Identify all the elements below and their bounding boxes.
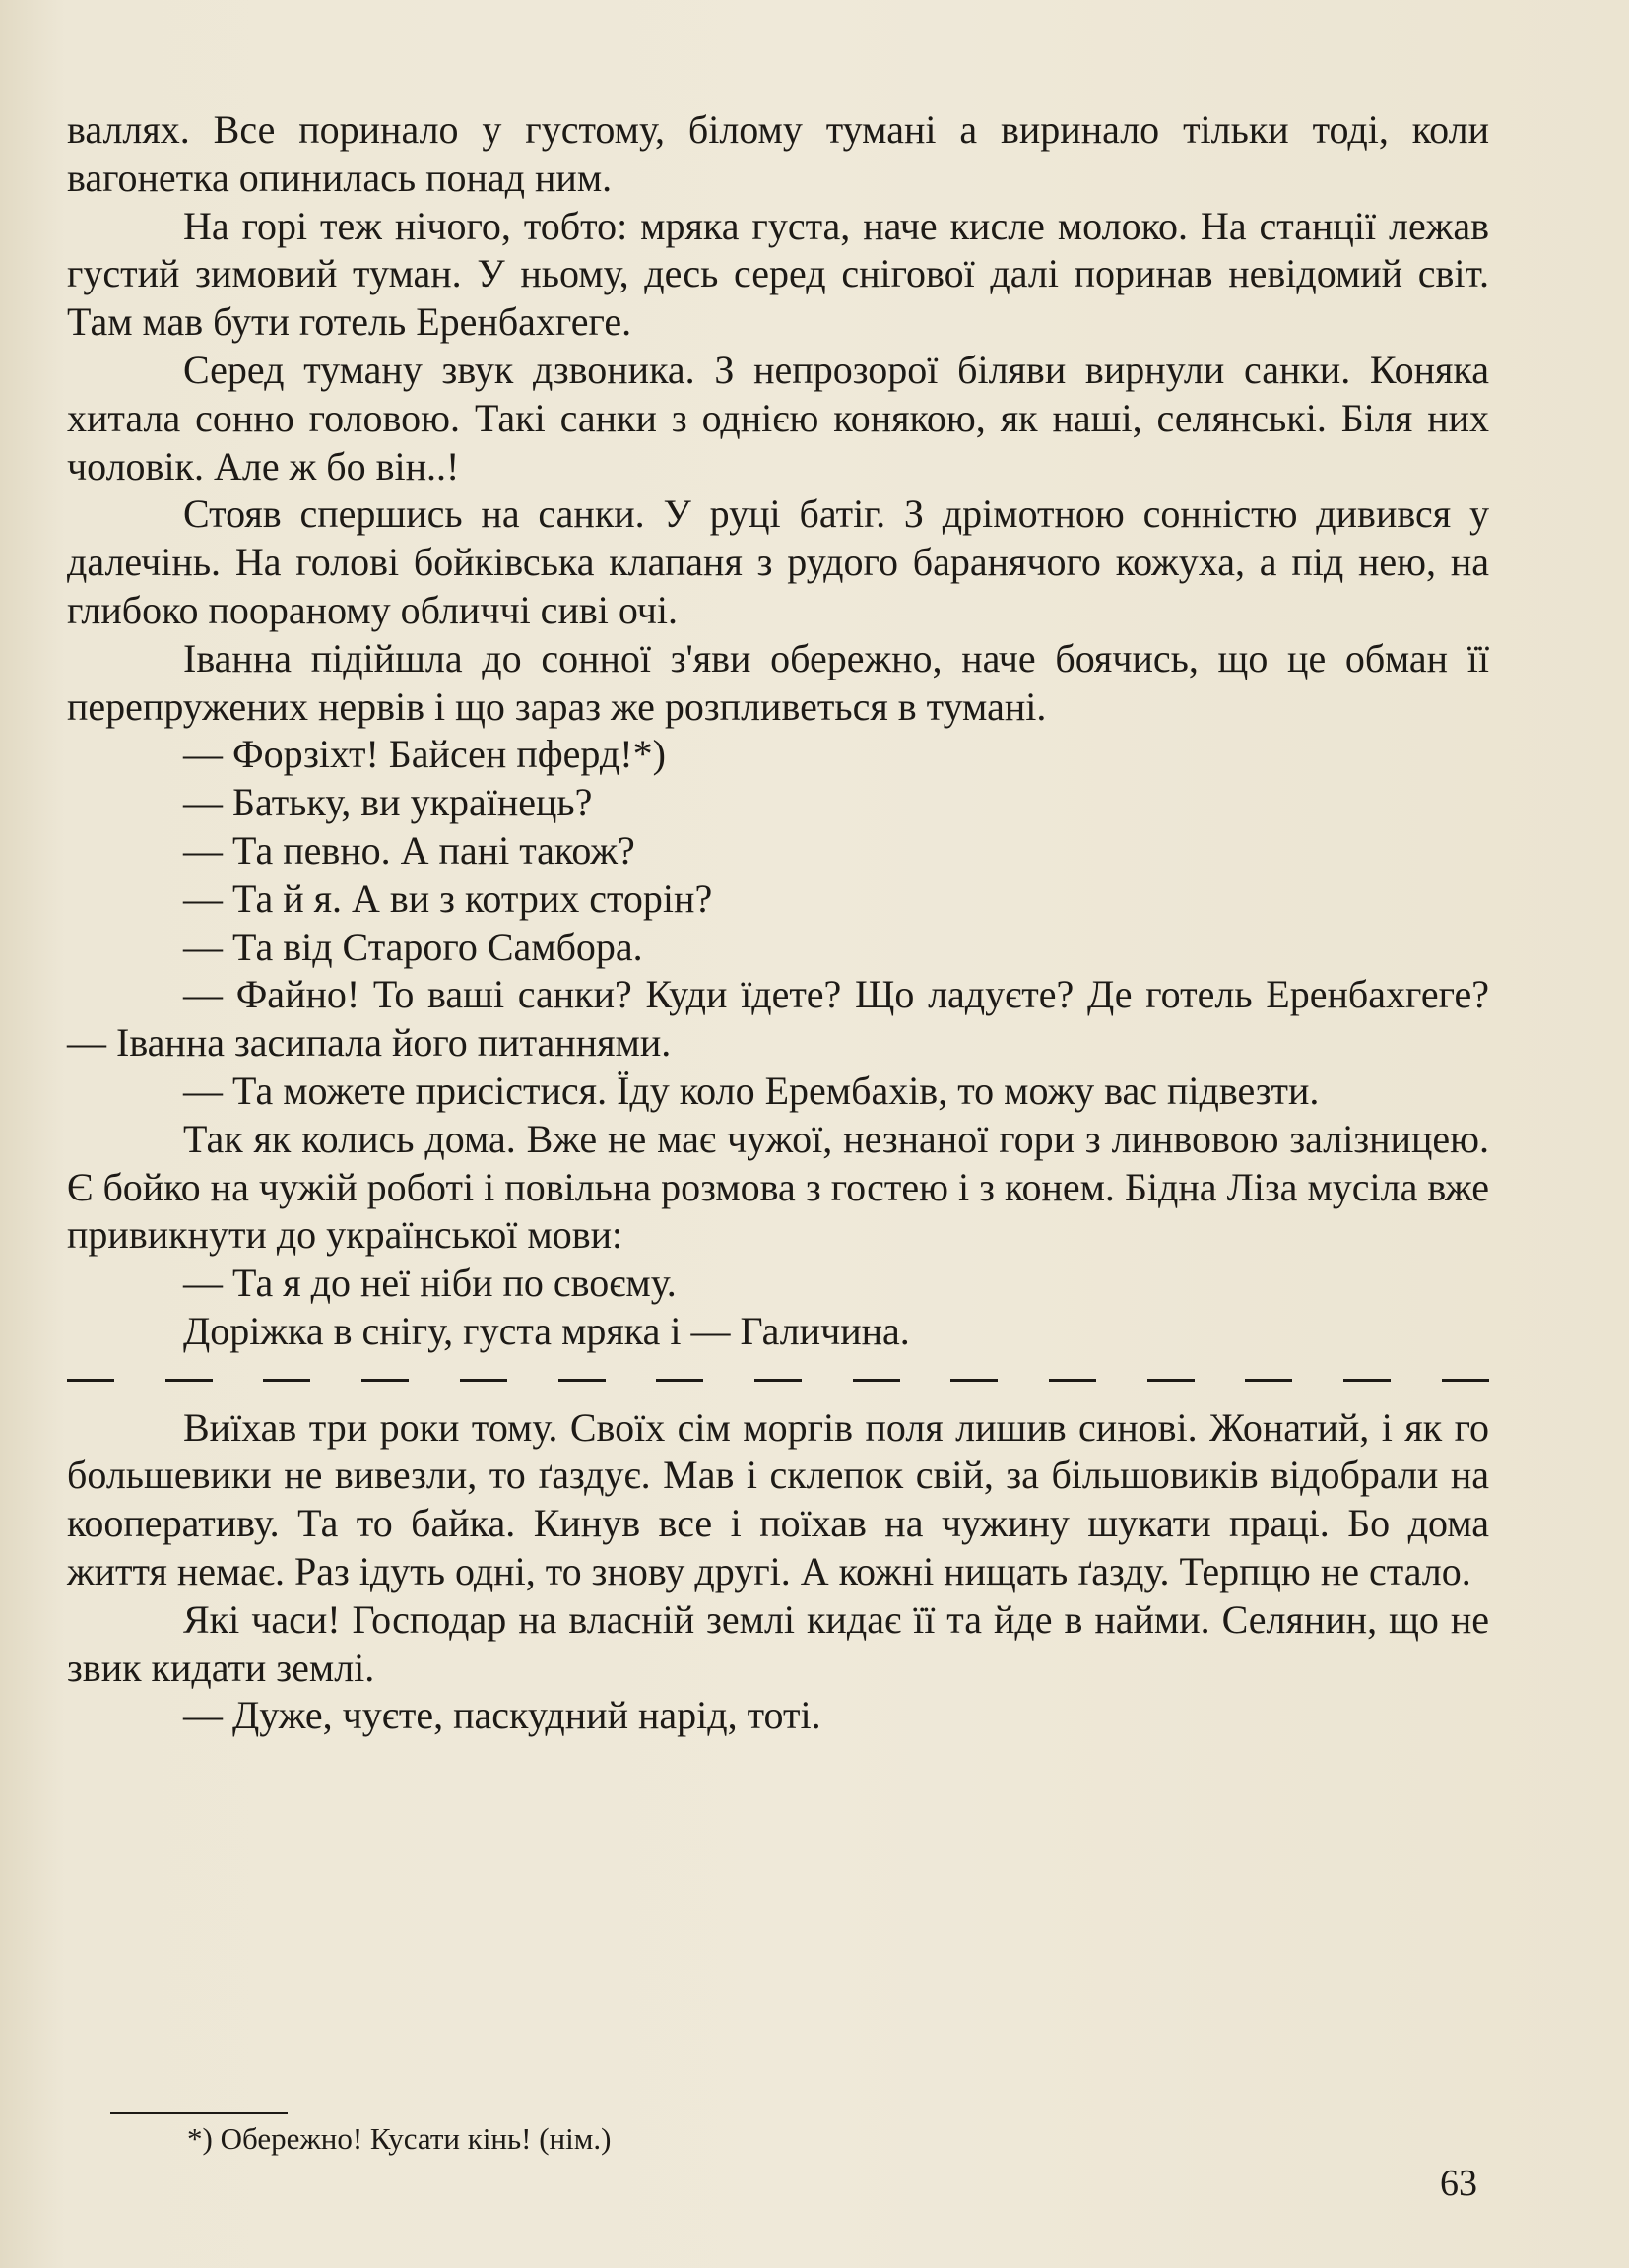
dialog-line-1: — Форзіхт! Байсен пферд!*) — [183, 732, 666, 777]
dash — [361, 1379, 409, 1382]
paragraph-8: Виїхав три роки тому. Своїх сім моргів поля лишив синові. Жонатий, і як го большевики не вивезли, то ґаздує. Мав і склепок свій, за більшовиків відобрали на кооперативу. Та то байка. Кинув все і поїхав на чужину шукати праці. Бо дома життя немає. Раз ідуть одні, то знову другі. А кожні нищать ґазду. Терпцю не стало. — [67, 1404, 1489, 1593]
dash — [853, 1379, 900, 1382]
dialog-line-2: — Батьку, ви українець? — [183, 780, 593, 825]
dialog-line-9: — Дуже, чуєте, паскудний нарід, тоті. — [183, 1693, 821, 1738]
page-number: 63 — [1440, 2163, 1477, 2204]
dash — [1245, 1379, 1292, 1382]
dash — [263, 1379, 310, 1382]
dash — [1442, 1379, 1489, 1382]
dialog-line-8: — Та я до неї ніби по своєму. — [183, 1261, 677, 1306]
paragraph-7: Доріжка в снігу, густа мряка і — Галичина. — [183, 1308, 910, 1353]
body-text — [67, 106, 1489, 1740]
paragraph-2: На горі теж нічого, тобто: мряка густа, наче кисле молоко. На станції лежав густий зимовий туман. У ньому, десь серед снігової далі поринав невідомий світ. Там мав бути готель Еренбахгеге. — [67, 203, 1489, 345]
dash — [67, 1379, 114, 1382]
footnote: *) Обережно! Кусати кінь! (нім.) — [187, 2121, 612, 2156]
dialog-line-7: — Та можете присістися. Їду коло Ерембахів, то можу вас підвезти. — [183, 1068, 1320, 1113]
dash — [460, 1379, 507, 1382]
section-break-dashes — [67, 1356, 1489, 1404]
paragraph-5: Іванна підійшла до сонної з'яви обережно, наче боячись, що це обман її перепружених нервів і що зараз же розпливеться в тумані. — [67, 635, 1489, 729]
dash — [1147, 1379, 1195, 1382]
paragraph-3: Серед туману звук дзвоника. З непрозорої біляви вирнули санки. Коняка хитала сонно головою. Такі санки з однією конякою, як наші, селянські. Біля них чоловік. Але ж бо він..! — [67, 347, 1489, 488]
paragraph-1: валлях. Все поринало у густому, білому тумані а виринало тільки тоді, коли вагонетка опинилась понад ним. — [67, 107, 1489, 200]
paragraph-9: Які часи! Господар на власній землі кидає її та йде в найми. Селянин, що не звик кидати землі. — [67, 1596, 1489, 1690]
dash — [165, 1379, 213, 1382]
dash — [1343, 1379, 1391, 1382]
dialog-line-3: — Та певно. А пані також? — [183, 827, 635, 873]
dialog-line-4: — Та й я. А ви з котрих сторін? — [183, 875, 713, 921]
paragraph-6: Так як колись дома. Вже не має чужої, незнаної гори з линвовою залізницею. Є бойко на чужій роботі і повільна розмова з гостею і з конем. Бідна Ліза мусіла вже привикнути до української мови: — [67, 1116, 1489, 1258]
footnote-divider — [110, 2112, 288, 2114]
dash — [656, 1379, 703, 1382]
dialog-line-6: — Файно! То ваші санки? Куди їдете? Що ладуєте? Де готель Еренбахгеге? — Іванна засипала його питаннями. — [67, 972, 1489, 1066]
dash — [558, 1379, 606, 1382]
dash — [950, 1379, 998, 1382]
dash — [1049, 1379, 1096, 1382]
paragraph-4: Стояв спершись на санки. У руці батіг. З дрімотною сонністю дивився у далечінь. На голові бойківська клапаня з рудого баранячого кожуха, а під нею, на глибоко поораному обличчі сиві очі. — [67, 491, 1489, 632]
dialog-line-5: — Та від Старого Самбора. — [183, 924, 643, 969]
dash — [754, 1379, 802, 1382]
